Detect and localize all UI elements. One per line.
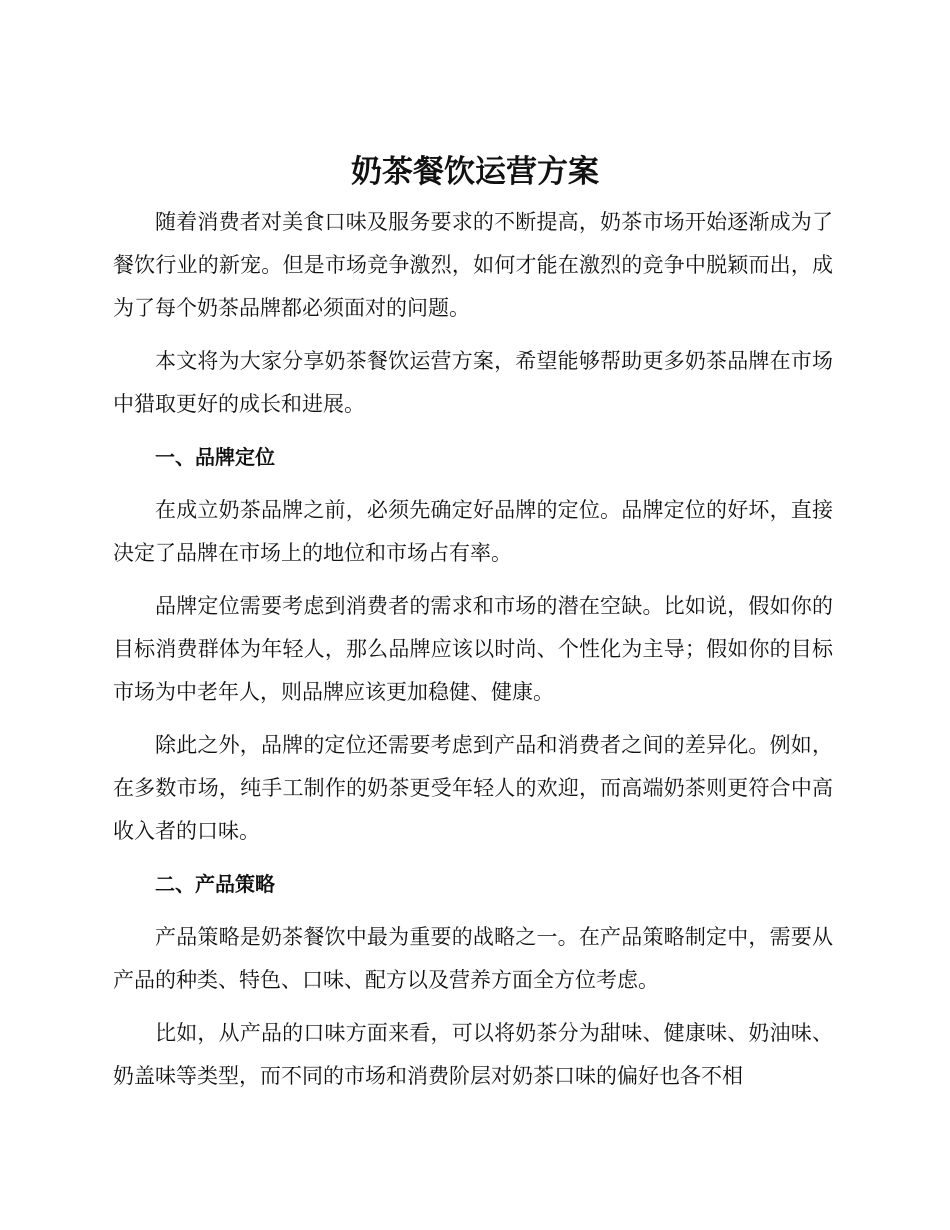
document-title: 奶茶餐饮运营方案 bbox=[351, 154, 599, 190]
document-body bbox=[113, 201, 833, 1108]
section-paragraph: 除此之外，品牌的定位还需要考虑到产品和消费者之间的差异化。例如，在多数市场，纯手工制作的奶茶更受年轻人的欢迎，而高端奶茶则更符合中高收入者的口味。 bbox=[113, 733, 833, 843]
section-heading-brand-positioning: 一、品牌定位 bbox=[155, 445, 275, 469]
intro-paragraph: 随着消费者对美食口味及服务要求的不断提高，奶茶市场开始逐渐成为了餐饮行业的新宠。但是市场竞争激烈，如何才能在激烈的竞争中脱颖而出，成为了每个奶茶品牌都必须面对的问题。 bbox=[113, 210, 833, 320]
section-heading-product-strategy: 二、产品策略 bbox=[155, 872, 275, 896]
section-paragraph: 比如，从产品的口味方面来看，可以将奶茶分为甜味、健康味、奶油味、奶盖味等类型，而不同的市场和消费阶层对奶茶口味的偏好也各不相 bbox=[113, 1021, 833, 1088]
intro-paragraph: 本文将为大家分享奶茶餐饮运营方案，希望能够帮助更多奶茶品牌在市场中猎取更好的成长和进展。 bbox=[113, 349, 833, 416]
section-paragraph: 品牌定位需要考虑到消费者的需求和市场的潜在空缺。比如说，假如你的目标消费群体为年轻人，那么品牌应该以时尚、个性化为主导；假如你的目标市场为中老年人，则品牌应该更加稳健、健康。 bbox=[113, 594, 833, 704]
section-paragraph: 在成立奶茶品牌之前，必须先确定好品牌的定位。品牌定位的好坏，直接决定了品牌在市场上的地位和市场占有率。 bbox=[113, 498, 833, 565]
section-paragraph: 产品策略是奶茶餐饮中最为重要的战略之一。在产品策略制定中，需要从产品的种类、特色、口味、配方以及营养方面全方位考虑。 bbox=[113, 925, 833, 992]
